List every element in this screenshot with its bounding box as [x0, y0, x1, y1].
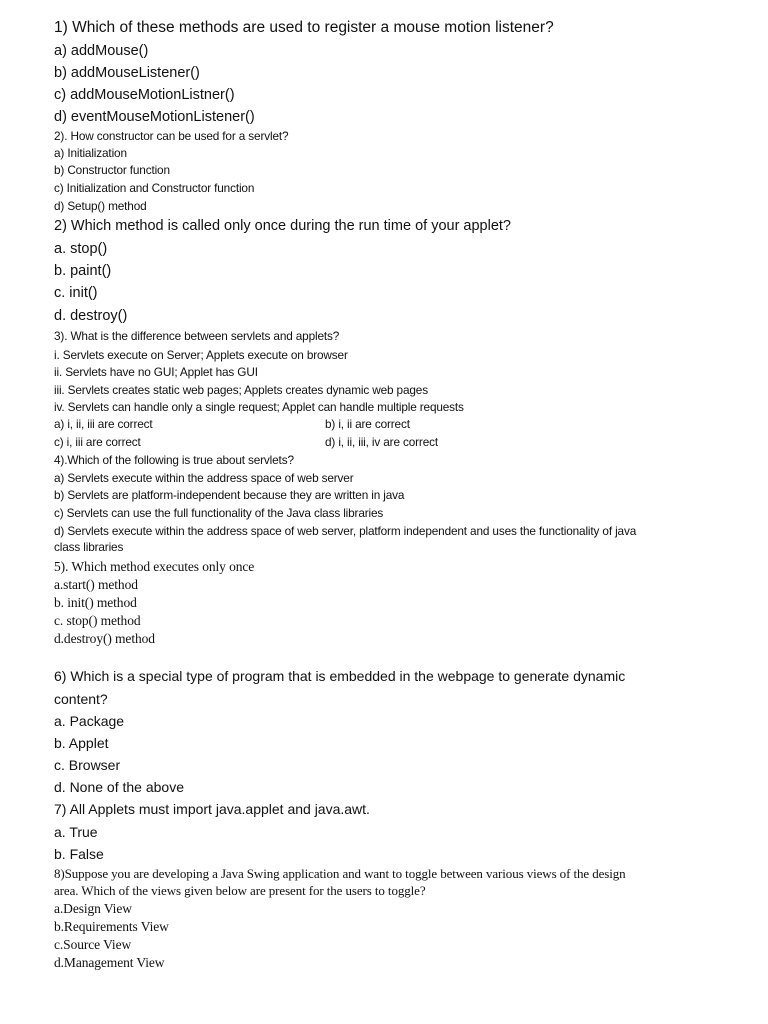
q8-option-d: d.Management View [54, 955, 165, 970]
q1-option-c: c) addMouseMotionListner() [54, 87, 235, 103]
q3-statement-iv: iv. Servlets can handle only a single request; Applet can handle multiple requests [54, 400, 464, 414]
q4-option-c: c) Servlets can use the full functionality of the Java class libraries [54, 506, 384, 520]
q3-options-row2 [54, 437, 744, 449]
q8-option-b: b.Requirements View [54, 919, 169, 934]
q3-statement-iii: iii. Servlets creates static web pages; Applets creates dynamic web pages [54, 383, 428, 397]
q1-option-d: d) eventMouseMotionListener() [54, 109, 255, 125]
q5-option-c: c. stop() method [54, 613, 141, 628]
q4-option-b: b) Servlets are platform-independent because they are written in java [54, 488, 405, 502]
q2a-option-d: d) Setup() method [54, 199, 147, 213]
q3-option-b: b) i, ii are correct [325, 417, 410, 431]
q8-question: 8)Suppose you are developing a Java Swing application and want to toggle between various views of the design [54, 866, 626, 881]
q5-option-b: b. init() method [54, 595, 137, 610]
q1-question: 1) Which of these methods are used to register a mouse motion listener? [54, 19, 554, 36]
q3-option-a: a) i, ii, iii are correct [54, 417, 153, 431]
q8-question-continued: area. Which of the views given below are present for the users to toggle? [54, 883, 426, 898]
q6-option-b: b. Applet [54, 735, 109, 751]
q5-option-d: d.destroy() method [54, 631, 155, 646]
q7-option-b: b. False [54, 846, 104, 862]
q2a-option-a: a) Initialization [54, 146, 127, 160]
q4-question: 4).Which of the following is true about servlets? [54, 453, 294, 467]
q4-option-d: d) Servlets execute within the address space of web server, platform independent and uses the functionality of java [54, 524, 637, 538]
q2b-option-d: d. destroy() [54, 308, 128, 324]
q3-statement-i: i. Servlets execute on Server; Applets execute on browser [54, 348, 348, 362]
q6-question: 6) Which is a special type of program that is embedded in the webpage to generate dynamic [54, 668, 626, 684]
q3-option-d: d) i, ii, iii, iv are correct [325, 435, 438, 449]
q2a-question: 2). How constructor can be used for a servlet? [54, 129, 289, 143]
q5-question: 5). Which method executes only once [54, 559, 255, 574]
q1-option-b: b) addMouseListener() [54, 65, 200, 81]
q3-question: 3). What is the difference between servlets and applets? [54, 329, 340, 343]
q2b-question: 2) Which method is called only once during the run time of your applet? [54, 218, 511, 234]
q4-option-a: a) Servlets execute within the address space of web server [54, 471, 354, 485]
q6-question-continued: content? [54, 691, 108, 707]
q6-option-a: a. Package [54, 713, 125, 729]
q2a-option-c: c) Initialization and Constructor function [54, 181, 255, 195]
q2b-option-b: b. paint() [54, 263, 112, 279]
q2b-option-c: c. init() [54, 285, 98, 301]
q3-options-row1 [54, 419, 744, 431]
q2a-option-b: b) Constructor function [54, 163, 170, 177]
q7-question: 7) All Applets must import java.applet and java.awt. [54, 801, 370, 817]
q5-option-a: a.start() method [54, 577, 138, 592]
q7-option-a: a. True [54, 824, 98, 840]
q1-option-a: a) addMouse() [54, 43, 149, 59]
q6-option-c: c. Browser [54, 757, 121, 773]
q3-option-c: c) i, iii are correct [54, 435, 141, 449]
q6-option-d: d. None of the above [54, 779, 184, 795]
q3-statement-ii: ii. Servlets have no GUI; Applet has GUI [54, 365, 258, 379]
q4-option-d-continued: class libraries [54, 540, 124, 554]
q2b-option-a: a. stop() [54, 241, 108, 257]
q8-option-c: c.Source View [54, 937, 132, 952]
q8-option-a: a.Design View [54, 901, 132, 916]
